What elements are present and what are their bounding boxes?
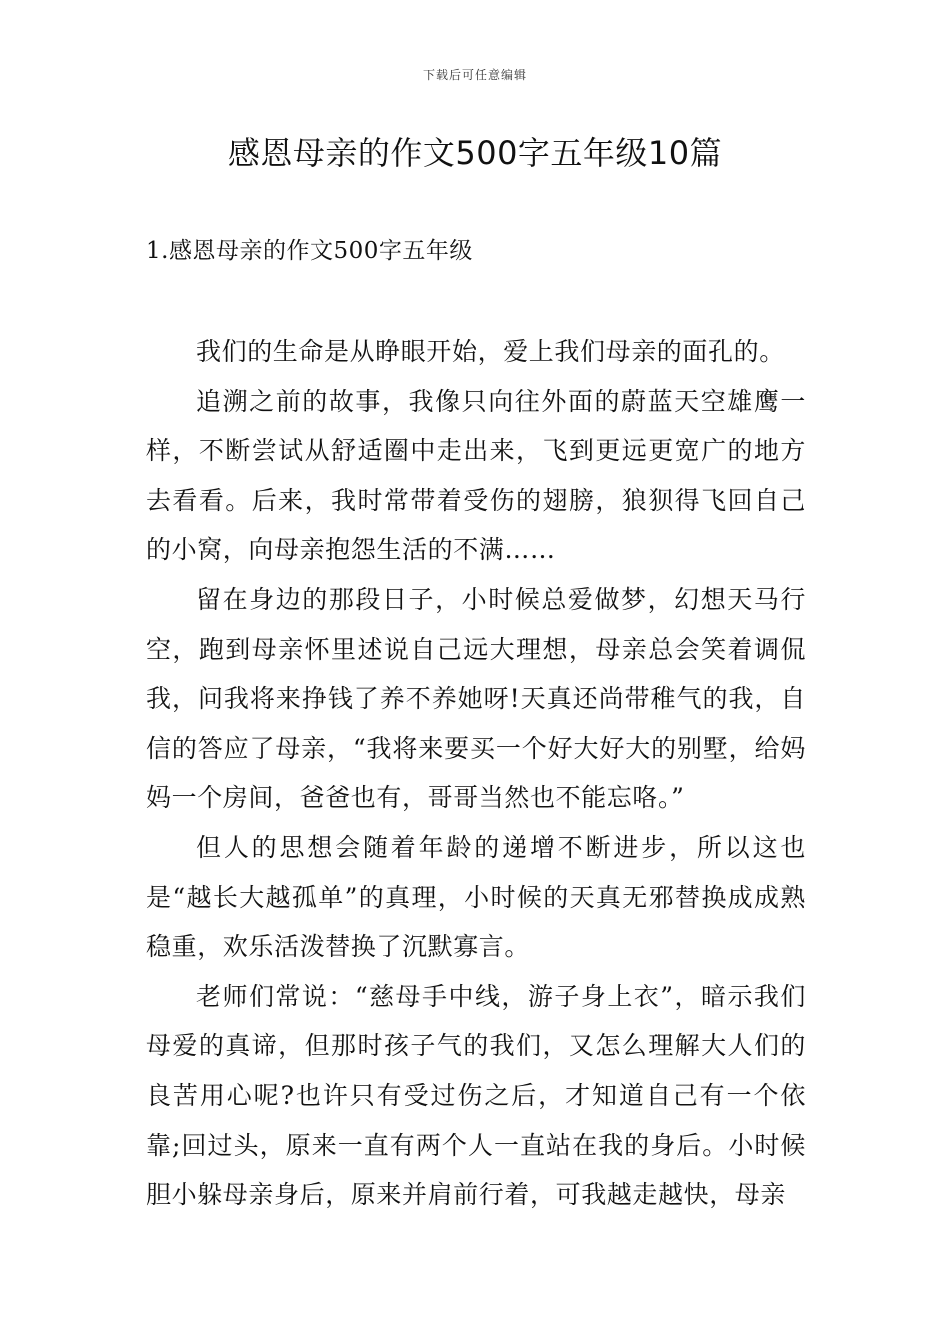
paragraph: 老师们常说：“慈母手中线，游子身上衣”，暗示我们母爱的真谛，但那时孩子气的我们，又怎么理解大人们的良苦用心呢?也许只有受过伤之后，才知道自己有一个依靠;回过头，原来一直有两个人一直站在我的身后。小时候胆小躲母亲身后，原来并肩前行着，可我越走越快，母亲 (146, 981, 806, 1210)
paragraph: 但人的思想会随着年龄的递增不断进步，所以这也是“越长大越孤单”的真理，小时候的天真无邪替换成成熟稳重，欢乐活泼替换了沉默寡言。 (146, 832, 806, 962)
header-note: 下载后可任意编辑 (422, 68, 527, 82)
paragraph: 我们的生命是从睁眼开始，爱上我们母亲的面孔的。 (196, 337, 785, 366)
document-title: 感恩母亲的作文500字五年级10篇 (227, 134, 723, 172)
section-heading: 1.感恩母亲的作文500字五年级 (146, 238, 473, 264)
body-text (146, 327, 806, 1220)
paragraph: 留在身边的那段日子，小时候总爱做梦，幻想天马行空，跑到母亲怀里述说自己远大理想，母亲总会笑着调侃我，问我将来挣钱了养不养她呀!天真还尚带稚气的我，自信的答应了母亲，“我将来要买一个好大好大的别墅，给妈妈一个房间，爸爸也有，哥哥当然也不能忘咯。” (146, 584, 806, 813)
paragraph: 追溯之前的故事，我像只向往外面的蔚蓝天空雄鹰一样，不断尝试从舒适圈中走出来，飞到更远更宽广的地方去看看。后来，我时常带着受伤的翅膀，狼狈得飞回自己的小窝，向母亲抱怨生活的不满…… (146, 386, 806, 565)
